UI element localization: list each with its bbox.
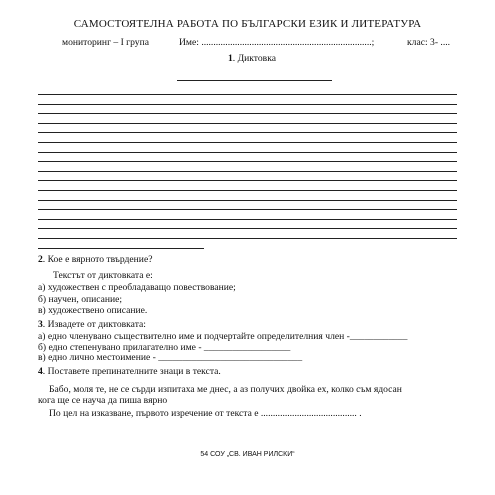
section2-question: . Кое е вярното твърдение? xyxy=(42,254,153,265)
dictation-line xyxy=(38,104,457,105)
section4-text-line1: Бабо, моля те, не се сърди изпитаха ме днес, а аз получих двойка ех, колко съм ядосан xyxy=(49,384,402,395)
dictation-line xyxy=(38,238,457,239)
dictation-line xyxy=(38,161,457,162)
dictation-line xyxy=(38,113,457,114)
dictation-line xyxy=(38,152,457,153)
dictation-line xyxy=(38,142,457,143)
section3-option-a: а) едно членувано съществително име и подчертайте определителния член -____________ xyxy=(38,331,408,342)
section2-option-b: б) научен, описание; xyxy=(38,294,123,305)
page-title: САМОСТОЯТЕЛНА РАБОТА ПО БЪЛГАРСКИ ЕЗИК И ЛИТЕРАТУРА xyxy=(73,18,422,30)
footer-school: 54 СОУ „СВ. ИВАН РИЛСКИ“ xyxy=(200,451,295,458)
section4-heading xyxy=(38,367,221,377)
section4-sentence: По цел на изказване, първото изречение от текста е ........................................ . xyxy=(49,408,362,419)
section2-heading xyxy=(38,255,152,265)
section3-number: 3 xyxy=(38,319,43,330)
section1-label: . Диктовка xyxy=(232,53,276,64)
dictation-line-short xyxy=(38,248,204,249)
section2-option-c: в) художествено описание. xyxy=(38,305,148,316)
section3-option-c: в) едно лично местоимение - ______________________________ xyxy=(38,352,303,363)
dictation-line xyxy=(38,132,457,133)
section4-number: 4 xyxy=(38,366,43,377)
dictation-line xyxy=(38,228,457,229)
dictation-title-line xyxy=(177,80,332,81)
section1-heading xyxy=(228,54,276,64)
dictation-line xyxy=(38,94,457,95)
name-field: Име: .......................................................................; xyxy=(179,37,375,48)
section3-question: . Извадете от диктовката: xyxy=(42,319,146,330)
dictation-line xyxy=(38,209,457,210)
section3-heading xyxy=(38,320,146,330)
section4-text-line2: кога ще се науча да пиша вярно xyxy=(38,395,168,406)
section2-number: 2 xyxy=(38,254,43,265)
section2-intro: Текстът от диктовката е: xyxy=(53,270,153,281)
dictation-line xyxy=(38,180,457,181)
dictation-line xyxy=(38,200,457,201)
dictation-line xyxy=(38,190,457,191)
section1-number: 1 xyxy=(228,53,233,64)
section2-option-a: а) художествен с преобладаващо повествование; xyxy=(38,282,236,293)
section4-question: . Поставете препинателните знаци в текста. xyxy=(42,366,221,377)
dictation-line xyxy=(38,171,457,172)
dictation-line xyxy=(38,123,457,124)
section3-option-b: б) едно степенувано прилагателно име - __________________ xyxy=(38,342,291,353)
class-field: клас: 3- .... xyxy=(407,37,451,48)
dictation-line xyxy=(38,219,457,220)
monitoring-group: мониторинг – I група xyxy=(62,37,149,48)
